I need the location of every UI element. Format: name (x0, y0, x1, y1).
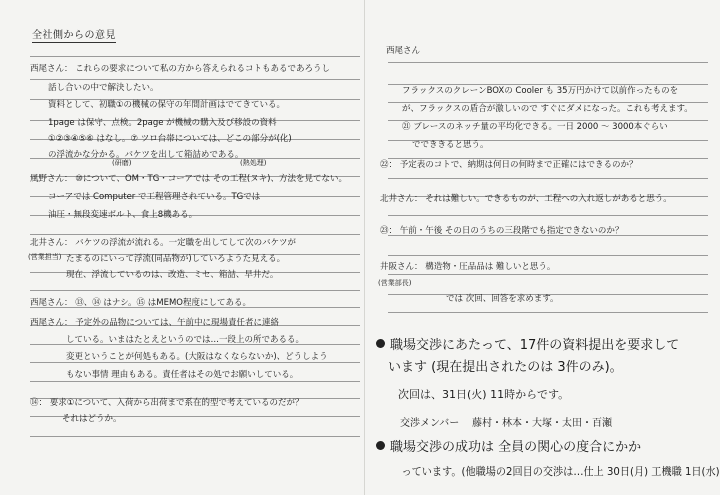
negotiation-members: 交渉メンバー 藤村・林本・大塚・太田・百瀬 (400, 418, 613, 429)
bullet-icon (376, 339, 385, 348)
note-line: もない事情 理由もある。責任者はその処でお願いしている。 (66, 370, 299, 380)
note-line: の浮流かな分かる。バケツを出して箱詰めである。 (48, 150, 244, 160)
next-meeting: 次回は、31日(火) 11時からです。 (398, 388, 570, 401)
note-line: ㉒： 予定表のコトで、納期は何日の何時まで正確にはできるのか？ (380, 160, 638, 170)
note-line: 変更ということが何処もある。(大阪はなくならないか)、どうしよう (66, 352, 328, 362)
annotation: (熱処理) (240, 159, 267, 167)
note-line: 現在、浮流しているのは、改造、ミセ、箱詰、早井だ。 (66, 270, 279, 280)
page-fold (364, 0, 365, 495)
notice-line: います (現在提出されたのは 3件のみ)。 (388, 360, 623, 375)
notice-line: 職場交渉にあたって、17件の資料提出を要求して (376, 338, 679, 354)
note-line: 1page は保守、点検。2page が機械の購入及び移設の資料 (48, 118, 277, 128)
note-line: している。いまはたとえというのでは…一段上の所であるる。 (66, 335, 305, 345)
note-line: ででききると思う。 (412, 140, 489, 150)
notice-line: 職場交渉の成功は 全員の関心の度合にかか (376, 440, 641, 456)
note-line: が、フラックスの盾合が激しいので すぐにダメになった。これも考えます。 (402, 104, 693, 114)
note-line: ㉓： 午前・午後 その日のうちの三段階でも指定できないのか？ (380, 226, 624, 236)
notice-line: っています。(他職場の2回目の交渉は…仕上 30日(月) 工機職 1日(水) (401, 465, 720, 478)
annotation: (営業担当) (28, 253, 62, 261)
note-line: 井阪さん： 構造物・圧品品は 難しいと思う。 (380, 262, 556, 272)
note-line: ①②③④⑤⑥ はなし。⑦ ツロ台帯については、どこの部分が(化) (48, 134, 292, 144)
note-line: 資料として、初職①の機械の保守の年間計画はでてきている。 (48, 100, 285, 110)
right-column (372, 0, 720, 495)
annotation: (研磨) (112, 159, 132, 167)
note-line: ⑭： 要求①について、入荷から出荷まで系在的型で考えているのだが？ (30, 398, 304, 408)
note-line: 西尾さん： 予定外の品物については、午前中に現場責任者に連絡 (30, 318, 280, 328)
note-line: 北井さん： バケツの浮流が流れる。一定職を出してして次のバケツが (30, 238, 297, 248)
note-line: 西尾さん： ⑬、⑭ はナシ。⑮ はMEMO程度にしてある。 (30, 298, 251, 308)
note-line: コーアでは Computer で工程管理されている。TGでは (48, 192, 261, 202)
note-line: ㉑ ブレースのネッチ量の平均化できる。一日 2000 〜 3000本ぐらい (402, 122, 668, 132)
note-line: フラックスのクレーンBOXの Cooler も 35万円かけて以前作ったものを (402, 86, 679, 96)
note-line: 北井さん： それは難しい。できるものが、工程への入れ返しがあると思う。 (380, 194, 672, 204)
note-line: 風野さん： ⑩について、OM・TG・コーアでは その工程(ヌキ)、方法を見てない。 (30, 174, 347, 184)
note-line: それはどうか。 (62, 414, 122, 424)
note-line: 話し合いの中で解決したい。 (48, 83, 159, 93)
page-title: 全社側からの意見 (32, 26, 116, 43)
note-line: では 次回、回答を求めます。 (446, 294, 559, 304)
bullet-icon (376, 441, 385, 450)
note-line: 油圧・無段変速ボルト、食上8機ある。 (48, 210, 198, 220)
left-column (14, 0, 360, 495)
annotation: (営業部長) (378, 279, 412, 287)
note-line: 西尾さん： これらの要求について私の方から答えられるコトもあるであろうし (30, 64, 330, 74)
note-line: たまるのにいって浮流(同品物が)していろようた見える。 (66, 254, 286, 264)
note-line: 西尾さん (386, 46, 421, 56)
